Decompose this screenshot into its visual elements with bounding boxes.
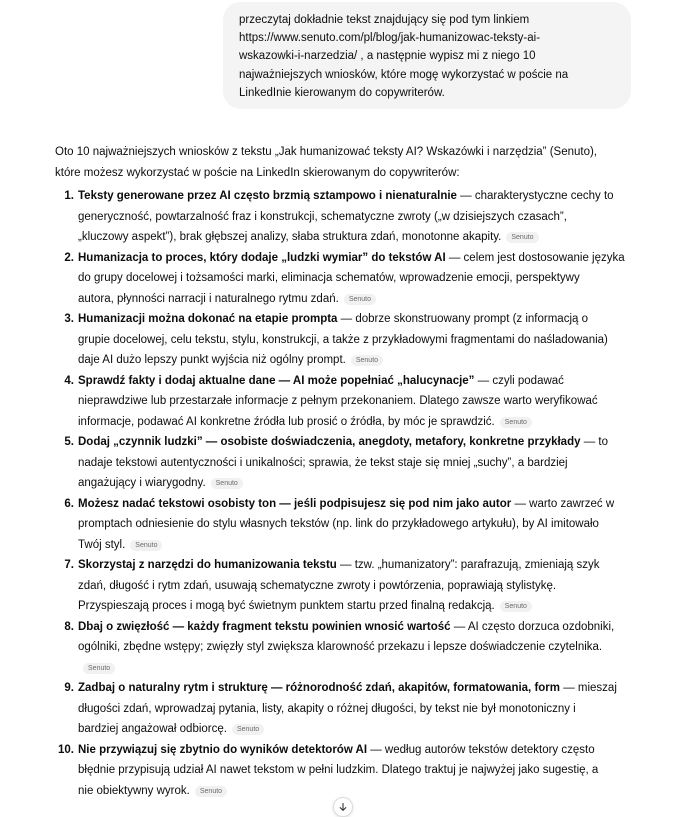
source-badge[interactable]: Senuto bbox=[500, 601, 532, 612]
list-item-body bbox=[78, 494, 640, 556]
list-item bbox=[55, 678, 640, 740]
list-item bbox=[55, 248, 640, 310]
source-badge[interactable]: Senuto bbox=[195, 786, 227, 797]
list-item-heading: Dbaj o zwięzłość — każdy fragment tekstu powinien wnosić wartość bbox=[78, 620, 451, 633]
list-item-text: — dobrze skonstruowany prompt (z informacją o grupie docelowej, celu tekstu, stylu, konstrukcji, a także z przykładowymi fragmentami do naśladowania) daje AI dużo lepszy punkt wyjścia niż ogólny prompt. bbox=[78, 313, 608, 366]
source-badge[interactable]: Senuto bbox=[500, 417, 532, 428]
list-item-body bbox=[78, 432, 640, 494]
list-item-heading: Humanizacji można dokonać na etapie prompta bbox=[78, 313, 338, 325]
list-item-heading: Sprawdź fakty i dodaj aktualne dane — AI może popełniać „halucynacje” bbox=[78, 374, 475, 387]
list-item bbox=[55, 371, 640, 433]
list-item-number: 7. bbox=[64, 559, 74, 571]
source-badge[interactable]: Senuto bbox=[344, 294, 376, 305]
list-item-number: 3. bbox=[64, 313, 74, 325]
list-item-text: — mieszaj długości zdań, wprowadzaj pytania, listy, akapity o różnej długości, by tekst nie był monotoniczny i bardziej angażował odbiorcę. bbox=[78, 682, 617, 735]
list-item-body bbox=[78, 371, 640, 433]
list-item-body bbox=[78, 309, 640, 371]
list-item-heading: Humanizacja to proces, który dodaje „ludzki wymiar” do tekstów AI bbox=[78, 251, 446, 264]
list-item-number: 1. bbox=[64, 190, 74, 202]
list-item-text: — celem jest dostosowanie języka do grupy docelowej i tożsamości marki, eliminacja schematów, wprowadzenie emocji, perspektywy autora, płynności narracji i naturalnego rytmu zdań. bbox=[78, 251, 625, 305]
list-item-body bbox=[78, 740, 640, 802]
list-item-number: 9. bbox=[64, 682, 74, 694]
list-item-number: 10. bbox=[58, 743, 74, 756]
assistant-response bbox=[55, 142, 640, 801]
list-item-heading: Zadbaj o naturalny rytm i strukturę — różnorodność zdań, akapitów, formatowania, form bbox=[78, 682, 561, 694]
list-item-body bbox=[78, 248, 640, 310]
list-item-body bbox=[78, 617, 640, 679]
source-badge[interactable]: Senuto bbox=[211, 478, 243, 489]
list-item-heading: Możesz nadać tekstowi osobisty ton — jeśli podpisujesz się pod nim jako autor bbox=[78, 497, 512, 510]
source-badge[interactable]: Senuto bbox=[83, 663, 115, 674]
list-item-text: — tzw. „humanizatory”: parafrazują, zmieniają szyk zdań, długość i rytm zdań, usuwają schematyczne zwroty i powtórzenia, poprawiają stylistykę. Przyspieszają proces i mogą być świetnym punktem startu przed finalną redakcją. bbox=[78, 559, 600, 612]
scroll-to-bottom-button[interactable] bbox=[333, 797, 353, 817]
list-item bbox=[55, 186, 640, 248]
arrow-down-icon bbox=[338, 802, 348, 812]
source-badge[interactable]: Senuto bbox=[232, 724, 264, 735]
list-item-heading: Skorzystaj z narzędzi do humanizowania tekstu bbox=[78, 559, 337, 571]
list-item-number: 8. bbox=[64, 620, 74, 633]
list-item bbox=[55, 555, 640, 617]
list-item-number: 2. bbox=[64, 251, 74, 264]
list-item bbox=[55, 494, 640, 556]
list-item-number: 5. bbox=[64, 436, 74, 448]
list-item-text: — AI często dorzuca ozdobniki, ogólniki, zbędne wstępy; zwięzły styl zwiększa klarowność przekazu i lepsze doświadczenie czytelnika. bbox=[78, 620, 615, 653]
list-item-body bbox=[78, 678, 640, 740]
list-item bbox=[55, 432, 640, 494]
list-item bbox=[55, 740, 640, 802]
source-badge[interactable]: Senuto bbox=[130, 540, 162, 551]
list-item-body bbox=[78, 555, 640, 617]
list-item-text: — według autorów tekstów detektory często błędnie przypisują udział AI nawet tekstom w pełni ludzkim. Dlatego traktuj je najwyżej jako sugestię, a nie obiektywny wyrok. bbox=[78, 743, 599, 797]
list-item-text: — charakterystyczne cechy to generyczność, powtarzalność fraz i konstrukcji, schematyczne zwroty („w dzisiejszych czasach”, „kluczowy aspekt”), brak głębszej analizy, słaba struktura zdań, monotonne akapity. bbox=[78, 190, 614, 243]
list-item bbox=[55, 617, 640, 679]
source-badge[interactable]: Senuto bbox=[506, 232, 538, 243]
list-item-text: — warto zawrzeć w promptach odniesienie do stylu własnych tekstów (np. link do przykładowego artykułu), by AI imitowało Twój styl. bbox=[78, 497, 615, 551]
list-item-heading: Dodaj „czynnik ludzki” — osobiste doświadczenia, anegdoty, metafory, konkretne przykłady bbox=[78, 436, 581, 448]
list-item bbox=[55, 309, 640, 371]
list-item-heading: Teksty generowane przez AI często brzmią sztampowo i nienaturalnie bbox=[78, 190, 457, 202]
list-item-text: — czyli podawać nieprawdziwe lub przestarzałe informacje z pełnym przekonaniem. Dlatego zawsze warto weryfikować informacje, podawać AI konkretne źródła lub prosić o źródła, by móc je sprawdzić. bbox=[78, 374, 598, 428]
list-item-text: — to nadaje tekstowi autentyczności i unikalności; sprawia, że tekst staje się mniej „suchy”, a bardziej angażujący i wiarygodny. bbox=[78, 436, 608, 489]
user-message-bubble: przeczytaj dokładnie tekst znajdujący się pod tym linkiem https://www.senuto.com/pl/blog/jak-humanizowac-teksty-ai- wskazowki-i-narzedzia/ , a następnie wypisz mi z niego 10 najważniejszych wniosków, które mogę wykorzystać w poście na LinkedInie kierowanym do copywriterów. bbox=[223, 2, 631, 109]
list-item-heading: Nie przywiązuj się zbytnio do wyników detektorów AI bbox=[78, 743, 368, 756]
response-intro: Oto 10 najważniejszych wniosków z tekstu „Jak humanizować teksty AI? Wskazówki i narzędzia” (Senuto), które możesz wykorzystać w poście na LinkedIn skierowanym do copywriterów: bbox=[55, 146, 597, 179]
source-badge[interactable]: Senuto bbox=[351, 355, 383, 366]
list-item-number: 4. bbox=[64, 374, 74, 387]
key-takeaways-list bbox=[55, 186, 640, 801]
list-item-number: 6. bbox=[64, 497, 74, 510]
list-item-body bbox=[78, 186, 640, 248]
